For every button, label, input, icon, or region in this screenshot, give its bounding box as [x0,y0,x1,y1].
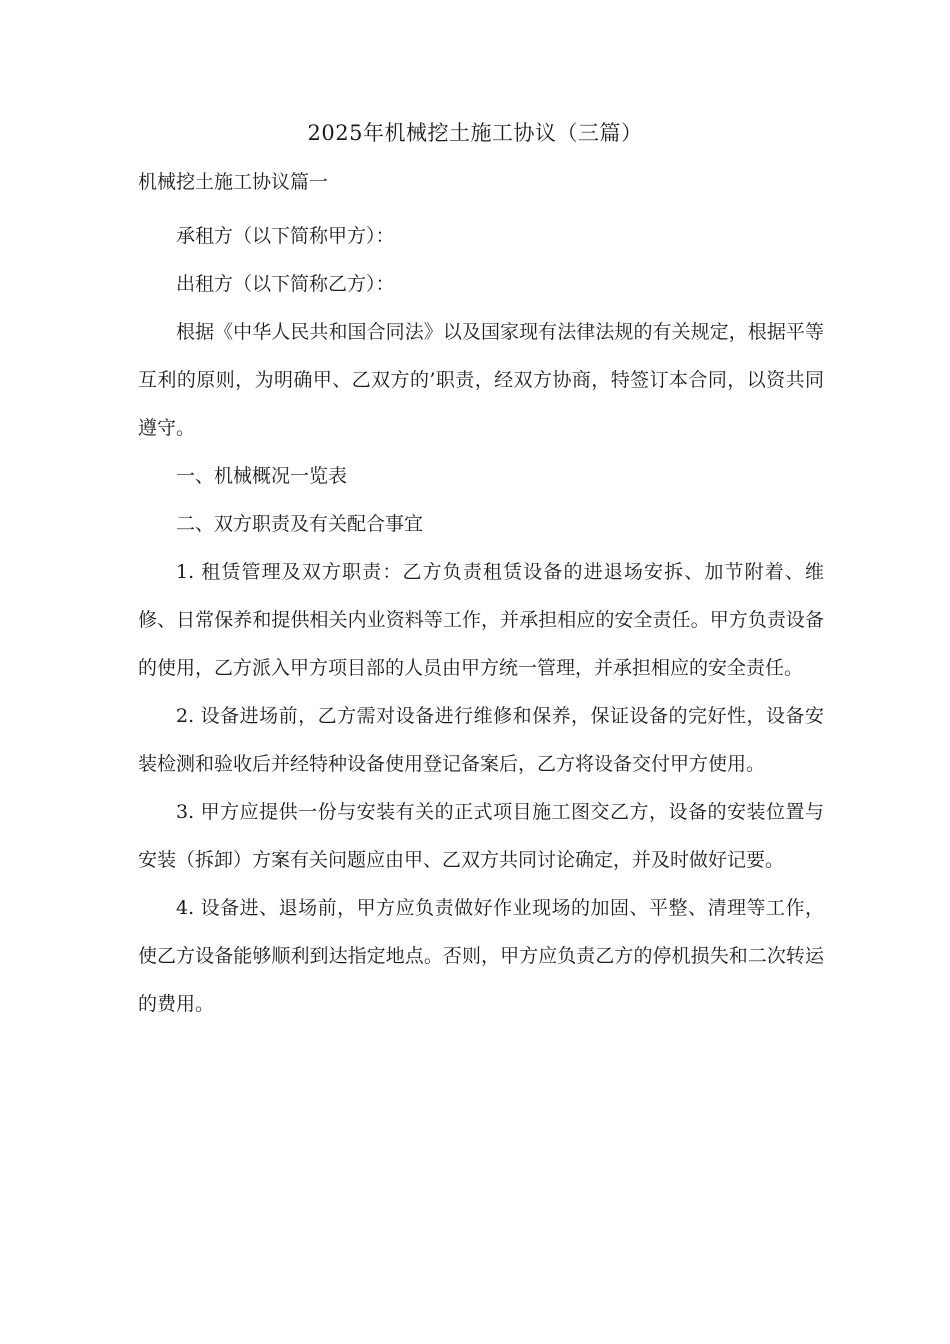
paragraph-preamble: 根据《中华人民共和国合同法》以及国家现有法律法规的有关规定，根据平等互利的原则，为明确甲、乙双方的’职责，经双方协商，特签订本合同，以资共同遵守。 [138,321,824,439]
document-title: 2025年机械挖土施工协议（三篇） [307,121,643,145]
document-body [138,212,824,1028]
paragraph-clause-3: 3. 甲方应提供一份与安装有关的正式项目施工图交乙方，设备的安装位置与安装（拆卸）方案有关问题应由甲、乙双方共同讨论确定，并及时做好记要。 [138,801,824,871]
paragraph-clause-4: 4. 设备进、退场前，甲方应负责做好作业现场的加固、平整、清理等工作，使乙方设备能够顺利到达指定地点。否则，甲方应负责乙方的停机损失和二次转运的费用。 [138,897,824,1015]
paragraph-section-1: 一、机械概况一览表 [176,465,348,487]
paragraph-section-2: 二、双方职责及有关配合事宜 [176,513,424,535]
paragraph-lessor: 出租方（以下简称乙方）： [176,273,395,295]
paragraph-clause-1: 1. 租赁管理及双方职责：乙方负责租赁设备的进退场安拆、加节附着、维修、日常保养和提供相关内业资料等工作，并承担相应的安全责任。甲方负责设备的使用，乙方派入甲方项目部的人员由甲方统一管理，并承担相应的安全责任。 [138,561,824,679]
paragraph-lessee: 承租方（以下简称甲方）： [176,225,395,247]
section-heading: 机械挖土施工协议篇一 [138,171,329,193]
paragraph-clause-2: 2. 设备进场前，乙方需对设备进行维修和保养，保证设备的完好性，设备安装检测和验收后并经特种设备使用登记备案后，乙方将设备交付甲方使用。 [138,705,824,775]
